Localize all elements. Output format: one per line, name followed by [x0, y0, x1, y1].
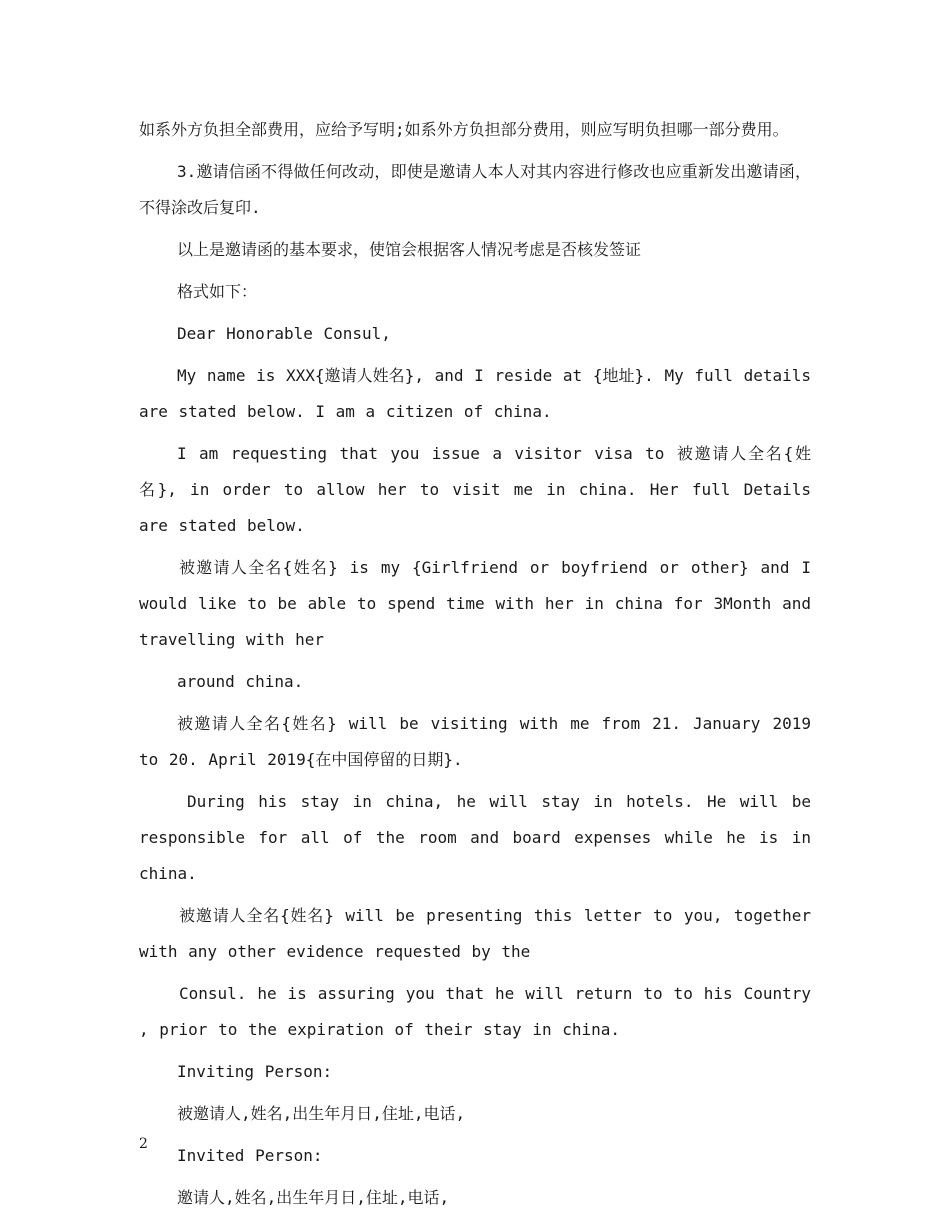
paragraph-presenting-letter: 被邀请人全名{姓名} will be presenting this letter to you, together with any other evidence requested by the	[139, 906, 811, 961]
paragraph-visit-dates: 被邀请人全名{姓名} will be visiting with me from 21. January 2019 to 20. April 2019{在中国停留的日期}.	[139, 714, 811, 769]
paragraph-around-china: around china.	[177, 672, 304, 691]
paragraph-return-assurance: Consul. he is assuring you that he will return to to his Country , prior to the expiration of their stay in china.	[139, 984, 811, 1039]
paragraph-expense-note: 如系外方负担全部费用，应给予写明;如系外方负担部分费用，则应写明负担哪一部分费用。	[139, 120, 789, 139]
paragraph-invited-person-label: Invited Person:	[177, 1146, 323, 1165]
paragraph-invited-person-fields: 邀请人,姓名,出生年月日,住址,电话,	[177, 1188, 450, 1207]
paragraph-no-alteration: 3.邀请信函不得做任何改动，即使是邀请人本人对其内容进行修改也应重新发出邀请函，不得涂改后复印.	[139, 162, 811, 217]
page-number: 2	[139, 1136, 148, 1152]
paragraph-inviter-intro: My name is XXX{邀请人姓名}, and I reside at {地址}. My full details are stated below. I am a citizen of china.	[139, 366, 811, 421]
paragraph-visa-request: I am requesting that you issue a visitor visa to 被邀请人全名{姓名}, in order to allow her to visit me in china. Her full Details are stated below.	[139, 444, 811, 535]
document-body	[139, 112, 811, 1222]
paragraph-inviting-person-label: Inviting Person:	[177, 1062, 333, 1081]
paragraph-relationship: 被邀请人全名{姓名} is my {Girlfriend or boyfriend or other} and I would like to be able to spend time with her in china for 3Month and travelling with her	[139, 558, 811, 649]
paragraph-inviting-person-fields: 被邀请人,姓名,出生年月日,住址,电话,	[177, 1104, 466, 1123]
paragraph-stay-expenses: During his stay in china, he will stay in hotels. He will be responsible for all of the room and board expenses while he is in china.	[139, 792, 811, 883]
paragraph-salutation: Dear Honorable Consul,	[177, 324, 391, 343]
paragraph-basic-requirements: 以上是邀请函的基本要求，使馆会根据客人情况考虑是否核发签证	[177, 240, 642, 259]
paragraph-format-heading: 格式如下：	[177, 282, 258, 301]
